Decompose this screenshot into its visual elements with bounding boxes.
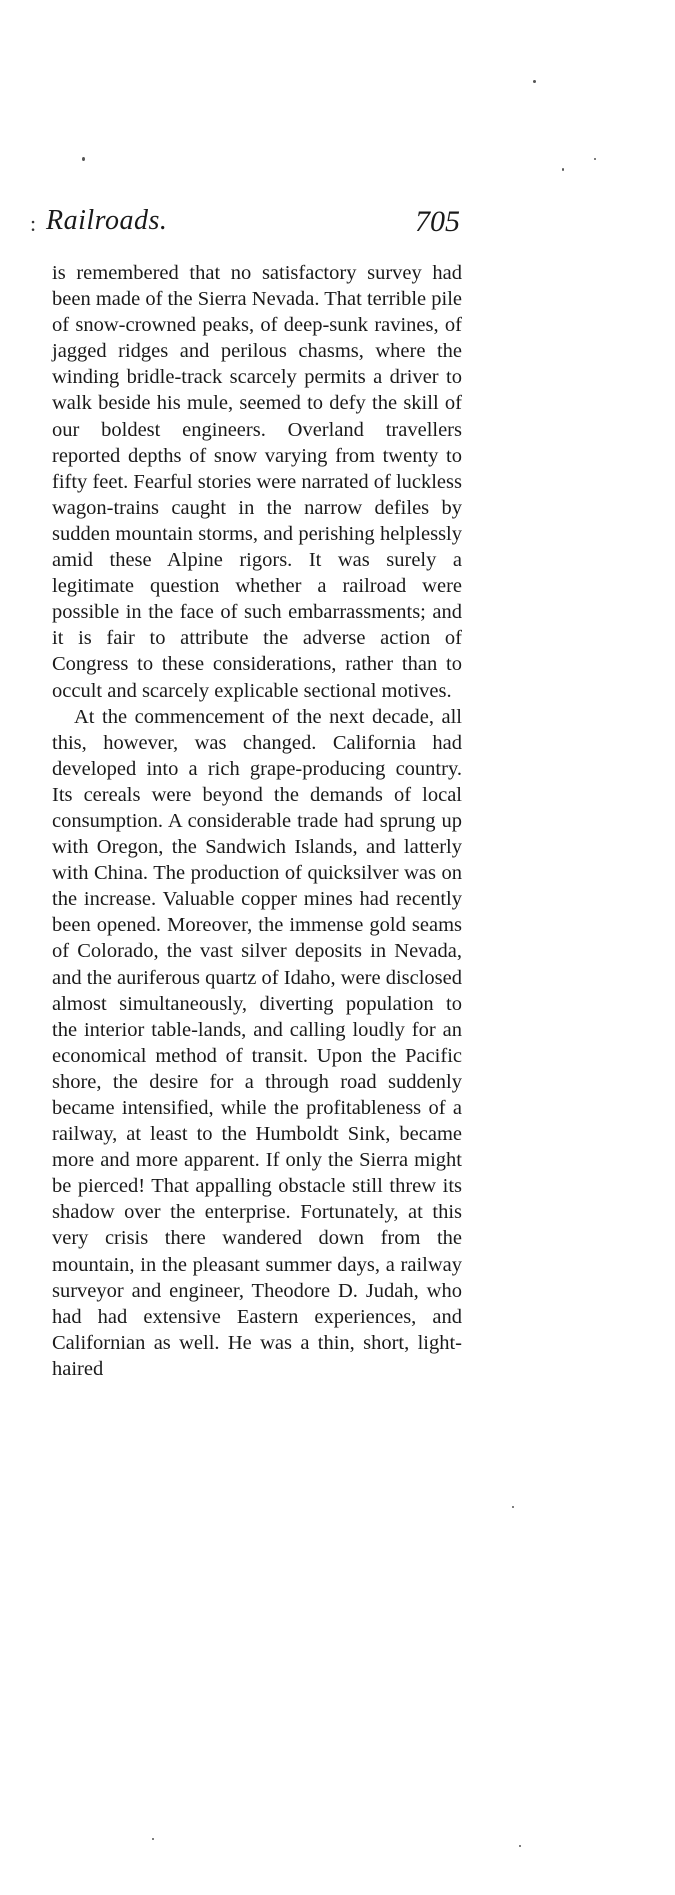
scan-speck [594,158,596,160]
body-text [52,260,462,1382]
page-header [30,205,460,245]
page-number: 705 [415,205,460,238]
paragraph: is remembered that no satisfactory survey had been made of the Sierra Nevada. That terrible pile of snow-crowned peaks, of deep-sunk ravines, of jagged ridges and perilous chasms, where the winding bridle-track scarcely permits a driver to walk beside his mule, seemed to defy the skill of our boldest engineers. Overland travellers reported depths of snow varying from twenty to fifty feet. Fearful stories were narrated of luckless wagon-trains caught in the narrow defiles by sudden mountain storms, and perishing helplessly amid these Alpine rigors. It was surely a legitimate question whether a railroad were possible in the face of such embarrassments; and it is fair to attribute the adverse action of Congress to these considerations, rather than to occult and scarcely explicable sectional motives. [52,262,463,702]
scan-speck [82,157,85,161]
scan-speck [533,80,536,83]
header-marker: : [30,211,37,236]
running-head: Railroads. [46,205,168,236]
scan-speck [562,168,564,171]
paragraph: At the commencement of the next decade, all this, however, was changed. California had developed into a rich grape-producing country. Its cereals were beyond the demands of local consumption. A considerable trade had sprung up with Oregon, the Sandwich Islands, and latterly with China. The production of quicksilver was on the increase. Valuable copper mines had recently been opened. Moreover, the immense gold seams of Colorado, the vast silver deposits in Nevada, and the auriferous quartz of Idaho, were disclosed almost simultaneously, diverting population to the interior table-lands, and calling loudly for an economical method of transit. Upon the Pacific shore, the desire for a through road suddenly became intensified, while the profitableness of a railway, at least to the Humboldt Sink, became more and more apparent. If only the Sierra might be pierced! That appalling obstacle still threw its shadow over the enterprise. Fortunately, at this very crisis there wandered down from the mountain, in the pleasant summer days, a railway surveyor and engineer, Theodore D. Judah, who had had extensive Eastern experiences, and Californian as well. He was a thin, short, light-haired [52,705,462,1380]
scan-speck [152,1838,154,1840]
scan-speck [519,1845,521,1847]
scan-speck [512,1506,514,1508]
